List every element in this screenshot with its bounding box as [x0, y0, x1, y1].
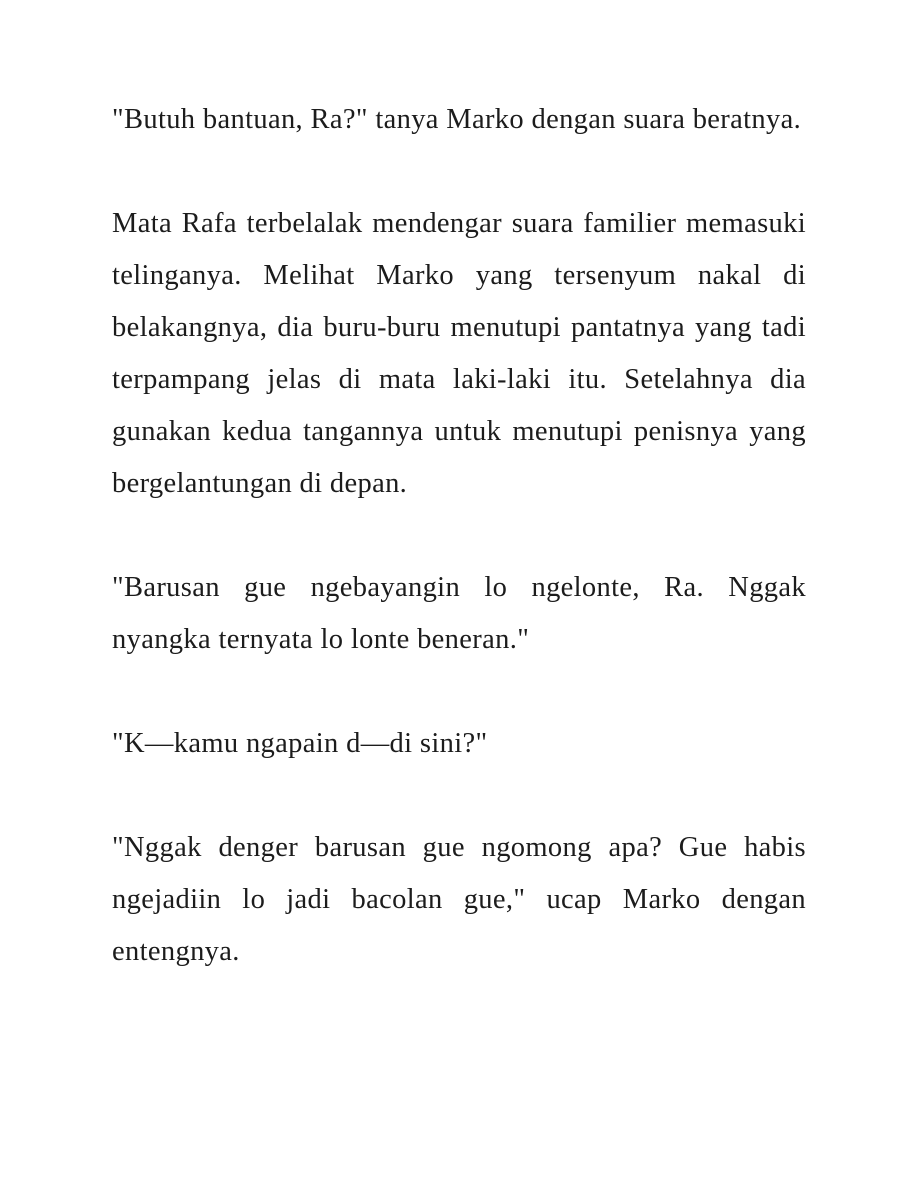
- paragraph-1: "Butuh bantuan, Ra?" tanya Marko dengan suara beratnya.: [112, 104, 802, 135]
- paragraph-4: "K—kamu ngapain d—di sini?": [112, 728, 488, 759]
- paragraph-2: Mata Rafa terbelalak mendengar suara familier memasuki telinganya. Melihat Marko yang tersenyum nakal di belakangnya, dia buru-buru menutupi pantatnya yang tadi terpampang jelas di mata laki-laki itu. Setelahnya dia gunakan kedua tangannya untuk menutupi penisnya yang bergelantungan di depan.: [112, 208, 806, 499]
- story-text: [112, 94, 806, 978]
- paragraph-3: "Barusan gue ngebayangin lo ngelonte, Ra. Nggak nyangka ternyata lo lonte beneran.": [112, 572, 806, 655]
- paragraph-5: "Nggak denger barusan gue ngomong apa? Gue habis ngejadiin lo jadi bacolan gue," ucap Marko dengan entengnya.: [112, 832, 806, 967]
